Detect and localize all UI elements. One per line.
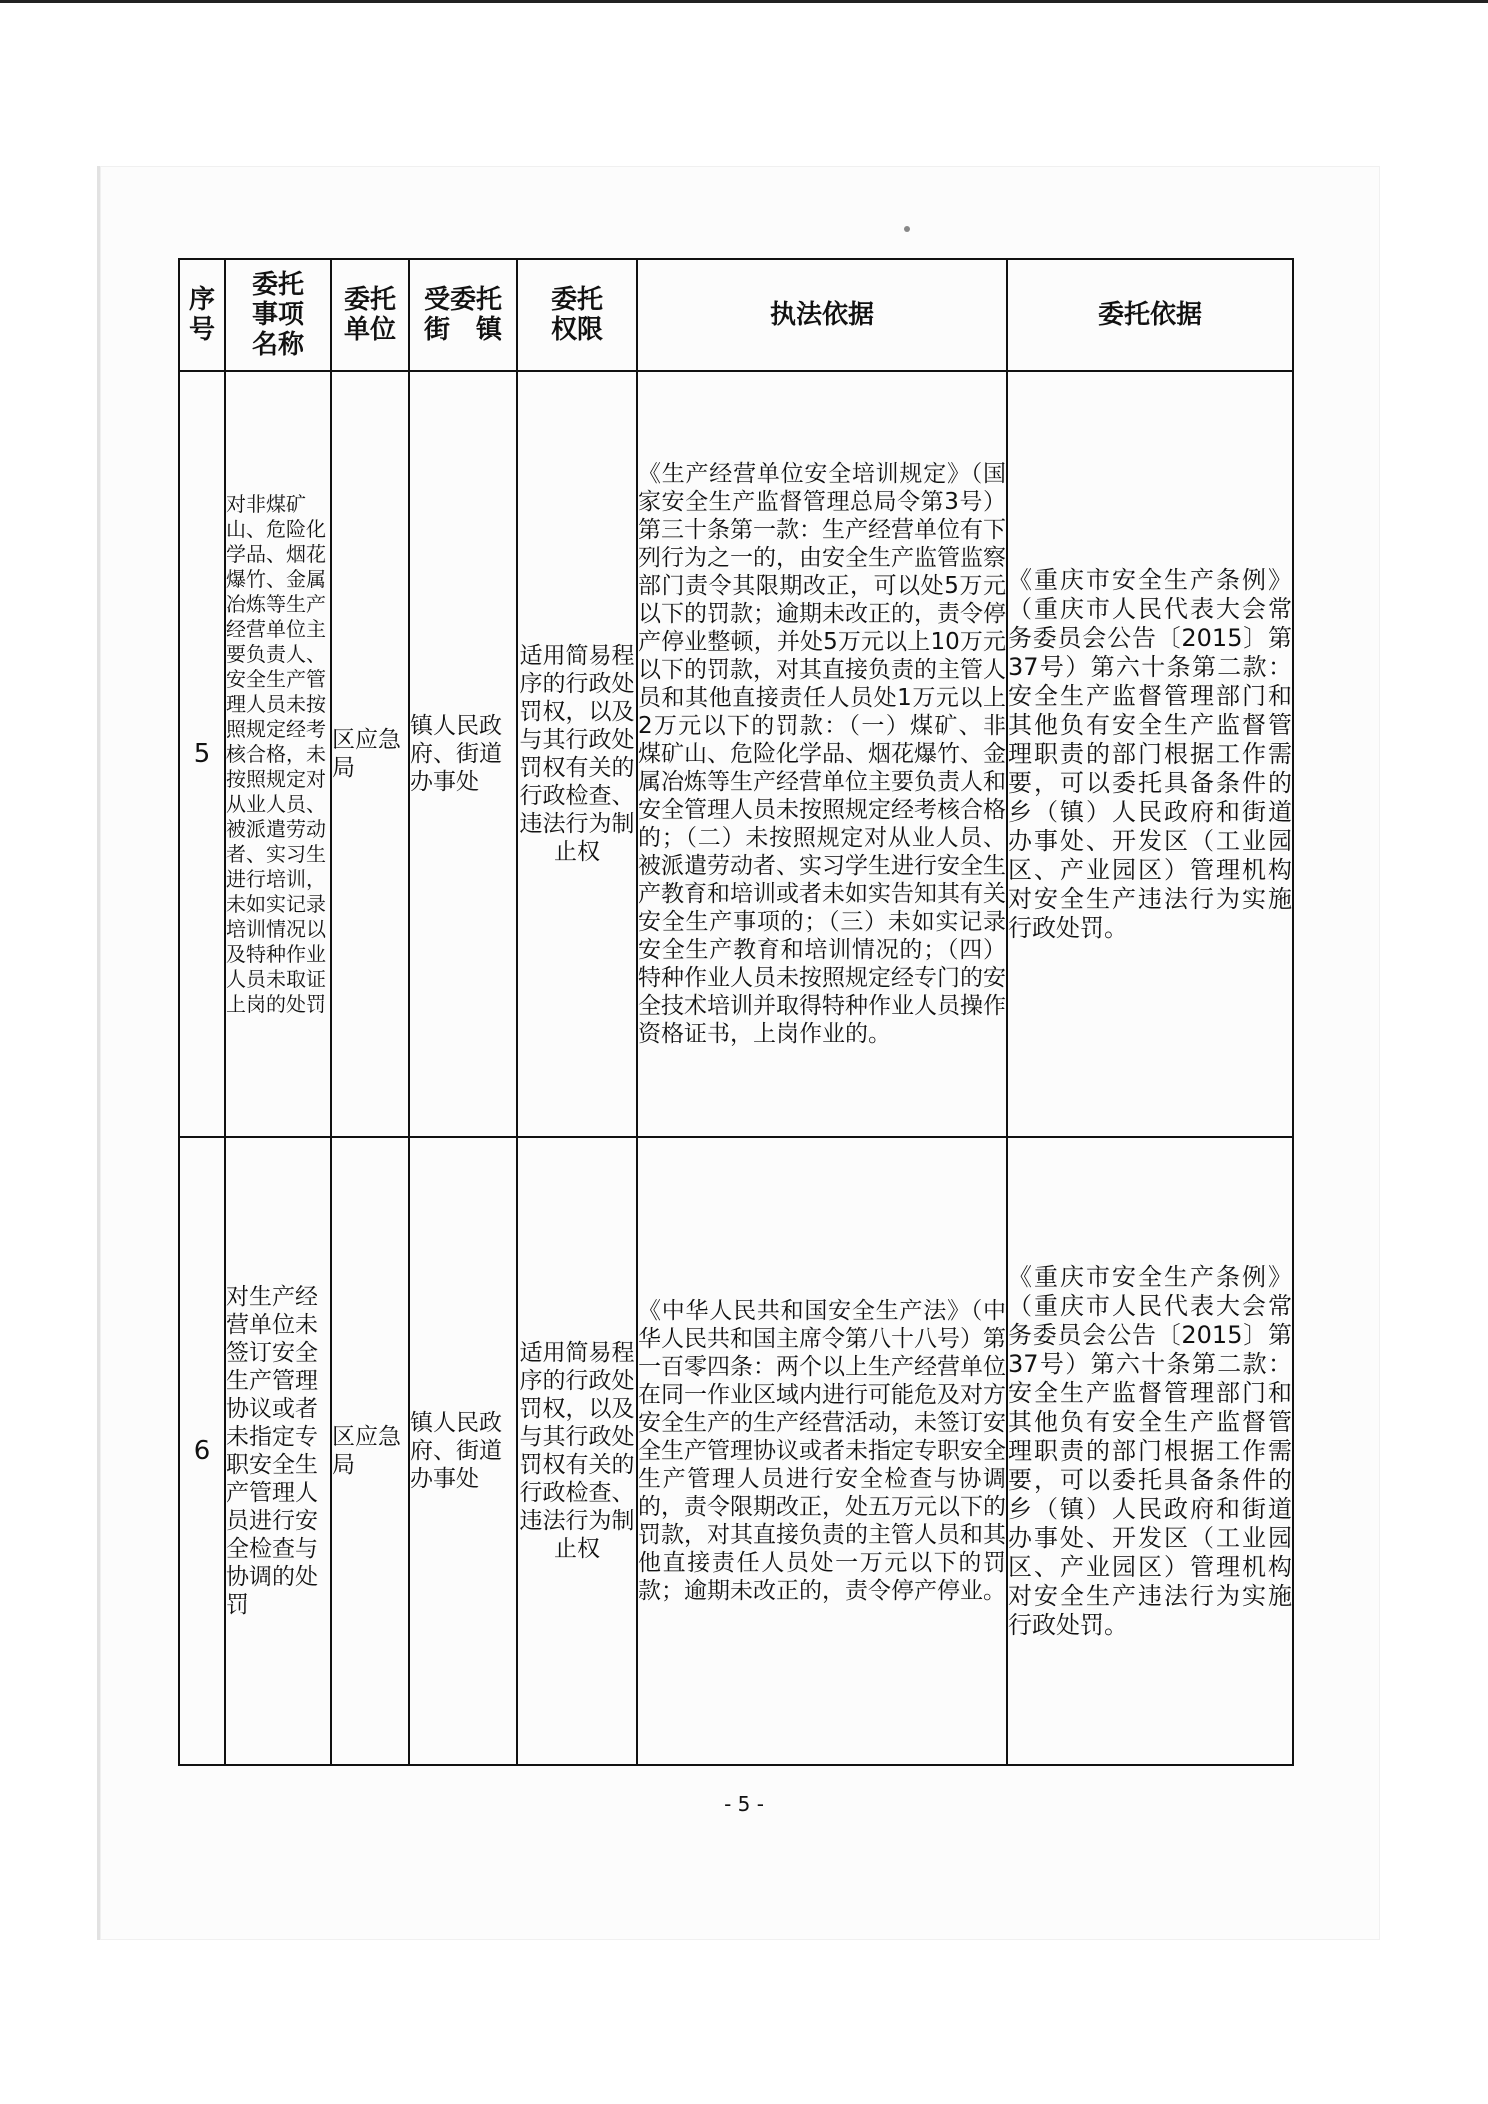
header-item-name: 委托 事项 名称 — [225, 259, 331, 371]
cell-item-name: 对生产经营单位未签订安全生产管理协议或者未指定专职安全生产管理人员进行安全检查与协调的处罚 — [225, 1137, 331, 1765]
header-authority: 委托 权限 — [517, 259, 637, 371]
cell-delegation-basis: 《重庆市安全生产条例》（重庆市人民代表大会常务委员会公告〔2015〕第37号）第六十条第二款：安全生产监督管理部门和其他负有安全生产监督管理职责的部门根据工作需要，可以委托具备条件的乡（镇）人民政府和街道办事处、开发区（工业园区、产业园区）管理机构对安全生产违法行为实施行政处罚。 — [1007, 1137, 1293, 1765]
table-row — [179, 1137, 1293, 1765]
delegation-table — [178, 258, 1294, 1766]
scan-speck — [904, 226, 910, 232]
header-row — [179, 259, 1293, 371]
cell-seq: 5 — [179, 371, 225, 1137]
cell-delegating-unit: 区应急局 — [331, 371, 409, 1137]
header-delegating-unit: 委托 单位 — [331, 259, 409, 371]
scan-top-edge — [0, 0, 1488, 3]
page-number: - 5 - — [724, 1792, 764, 1816]
cell-delegated-street: 镇人民政府、街道办事处 — [409, 371, 517, 1137]
header-seq: 序 号 — [179, 259, 225, 371]
cell-delegating-unit: 区应急局 — [331, 1137, 409, 1765]
cell-authority: 适用简易程序的行政处罚权，以及与其行政处罚权有关的行政检查、违法行为制止权 — [517, 1137, 637, 1765]
cell-law-basis: 《中华人民共和国安全生产法》（中华人民共和国主席令第八十八号）第一百零四条：两个以上生产经营单位在同一作业区域内进行可能危及对方安全生产的生产经营活动，未签订安全生产管理协议或者未指定专职安全生产管理人员进行安全检查与协调的，责令限期改正，处五万元以下的罚款，对其直接负责的主管人员和其他直接责任人员处一万元以下的罚款；逾期未改正的，责令停产停业。 — [637, 1137, 1007, 1765]
cell-law-basis: 《生产经营单位安全培训规定》（国家安全生产监督管理总局令第3号）第三十条第一款：生产经营单位有下列行为之一的，由安全生产监管监察部门责令其限期改正，可以处5万元以下的罚款；逾期未改正的，责令停产停业整顿，并处5万元以上10万元以下的罚款，对其直接负责的主管人员和其他直接责任人员处1万元以上2万元以下的罚款：（一）煤矿、非煤矿山、危险化学品、烟花爆竹、金属冶炼等生产经营单位主要负责人和安全管理人员未按照规定经考核合格的；（二）未按照规定对从业人员、被派遣劳动者、实习学生进行安全生产教育和培训或者未如实告知其有关安全生产事项的；（三）未如实记录安全生产教育和培训情况的；（四）特种作业人员未按照规定经专门的安全技术培训并取得特种作业人员操作资格证书，上岗作业的。 — [637, 371, 1007, 1137]
cell-delegated-street: 镇人民政府、街道办事处 — [409, 1137, 517, 1765]
table-row — [179, 371, 1293, 1137]
header-law-basis: 执法依据 — [637, 259, 1007, 371]
cell-authority: 适用简易程序的行政处罚权，以及与其行政处罚权有关的行政检查、违法行为制止权 — [517, 371, 637, 1137]
cell-seq: 6 — [179, 1137, 225, 1765]
cell-delegation-basis: 《重庆市安全生产条例》（重庆市人民代表大会常务委员会公告〔2015〕第37号）第六十条第二款：安全生产监督管理部门和其他负有安全生产监督管理职责的部门根据工作需要，可以委托具备条件的乡（镇）人民政府和街道办事处、开发区（工业园区、产业园区）管理机构对安全生产违法行为实施行政处罚。 — [1007, 371, 1293, 1137]
cell-item-name: 对非煤矿山、危险化学品、烟花爆竹、金属冶炼等生产经营单位主要负责人、安全生产管理人员未按照规定经考核合格，未按照规定对从业人员、被派遣劳动者、实习生进行培训，未如实记录培训情况以及特种作业人员未取证上岗的处罚 — [225, 371, 331, 1137]
header-delegation-basis: 委托依据 — [1007, 259, 1293, 371]
header-delegated-street: 受委托 街 镇 — [409, 259, 517, 371]
